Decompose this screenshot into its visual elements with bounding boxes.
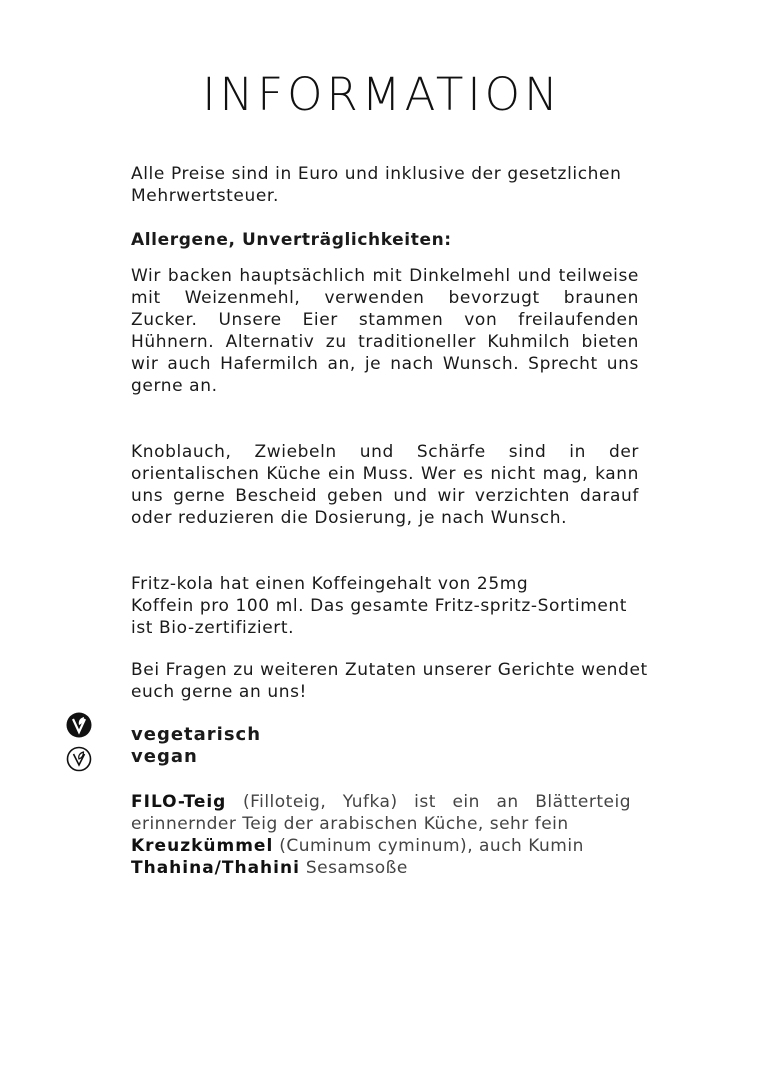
legend-vegetarian-label: vegetarisch bbox=[131, 724, 262, 745]
allergen-paragraph-caffeine: Fritz-kola hat einen Koffeingehalt von 25mg Koffein pro 100 ml. Das gesamte Fritz-spritz-Sortiment ist Bio-zertifiziert. bbox=[131, 574, 628, 638]
glossary-item-kreuzkuemmel bbox=[131, 835, 631, 857]
glossary-desc: (Cuminum cyminum), auch Kumin bbox=[279, 836, 584, 856]
vegan-icon bbox=[66, 746, 92, 772]
glossary-desc: (Filloteig, Yufka) ist ein an Blätterteig erinnernder Teig der arabischen Küche, sehr fein bbox=[131, 792, 631, 834]
glossary-term: Thahina/Thahini bbox=[131, 858, 300, 878]
glossary-term: FILO-Teig bbox=[131, 792, 227, 812]
vegetarian-icon bbox=[66, 712, 92, 738]
glossary-item-thahina bbox=[131, 857, 631, 879]
allergen-paragraph-spices: Knoblauch, Zwiebeln und Schärfe sind in der orientalischen Küche ein Muss. Wer es nicht mag, kann uns gerne Bescheid geben und wir verzichten darauf oder reduzieren die Dosierung, je nach Wunsch. bbox=[131, 442, 639, 528]
legend-vegan-label: vegan bbox=[131, 746, 198, 767]
page-title: INFORMATION bbox=[202, 68, 562, 121]
glossary-desc: Sesamsoße bbox=[305, 858, 408, 878]
allergen-paragraph-baking: Wir backen hauptsächlich mit Dinkelmehl und teilweise mit Weizenmehl, verwenden bevorzugt braunen Zucker. Unsere Eier stammen von freilaufenden Hühnern. Alternativ zu traditioneller Kuhmilch bieten wir auch Hafermilch an, je nach Wunsch. Sprecht uns gerne an. bbox=[131, 266, 639, 396]
questions-note: Bei Fragen zu weiteren Zutaten unserer Gerichte wendet euch gerne an uns! bbox=[131, 660, 648, 702]
glossary-item-filo bbox=[131, 791, 631, 835]
allergen-heading: Allergene, Unverträglichkeiten: bbox=[131, 230, 452, 250]
glossary-term: Kreuzkümmel bbox=[131, 836, 274, 856]
price-note: Alle Preise sind in Euro und inklusive der gesetzlichen Mehrwertsteuer. bbox=[131, 164, 622, 206]
